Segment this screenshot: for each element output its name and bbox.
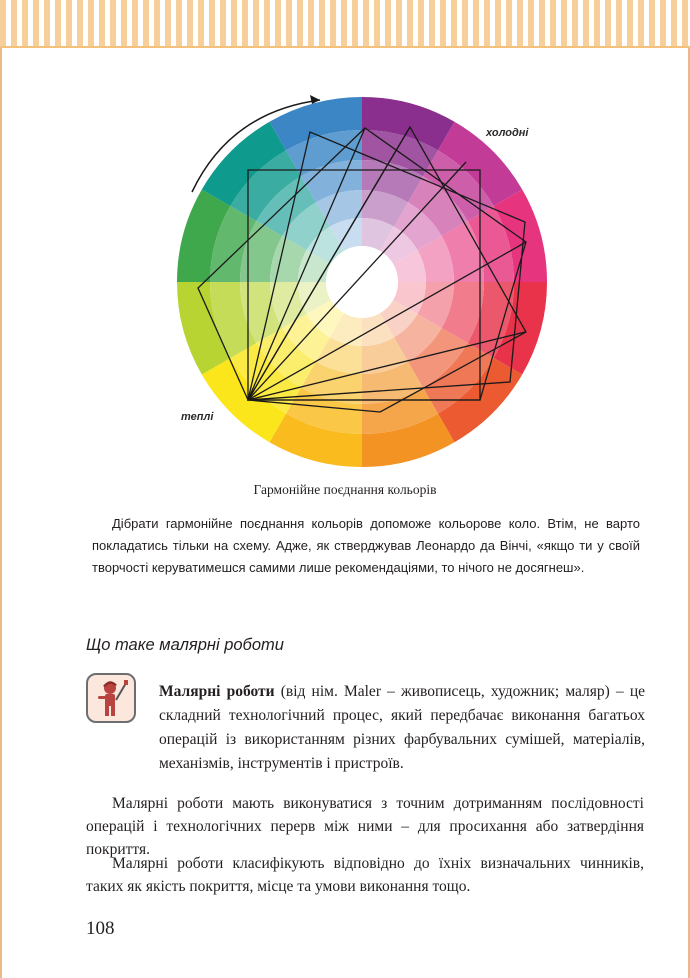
body-paragraph: Малярні роботи мають виконуватися з точним дотриманням послідовності операцій і технологічних перерв між ними – для просихання або затвердіння покриття.: [86, 795, 644, 858]
top-border-line: [0, 46, 690, 48]
cold-colors-label: холодні: [486, 127, 529, 139]
top-decorative-stripes: [0, 0, 690, 46]
color-wheel-figure: [170, 92, 570, 492]
definition-term: Малярні роботи: [159, 683, 275, 700]
definition-text: (від нім. Maler – живописець, художник; маляр) – це складний технологічний процес, який передбачає виконання багатьох операцій із використанням різних фарбувальних сумішей, матеріалів, механізмів, інструментів і пристроїв.: [159, 683, 646, 772]
warm-colors-label: теплі: [181, 411, 214, 423]
left-border-line: [0, 48, 2, 978]
color-wheel-note: Дібрати гармонійне поєднання кольорів допоможе кольорове коло. Втім, не варто покладатись тільки на схему. Адже, як стверджував Леонардо да Вінчі, «якщо ти у своїй творчості керуватимешся самими лише рекомендаціями, то нічого не досягнеш».: [92, 516, 640, 575]
section-heading: Що таке малярні роботи: [86, 636, 284, 654]
figure-caption: Гармонійне поєднання кольорів: [253, 482, 437, 497]
painter-figure-icon: [86, 673, 136, 723]
wheel-center: [326, 246, 398, 318]
definition-block: [159, 680, 645, 776]
body-paragraph: Малярні роботи класифікують відповідно до їхніх визначальних чинників, таких як якість покриття, місце та умови виконання тощо.: [86, 855, 644, 895]
color-wheel-svg: [170, 92, 570, 492]
page-number: 108: [86, 918, 115, 939]
